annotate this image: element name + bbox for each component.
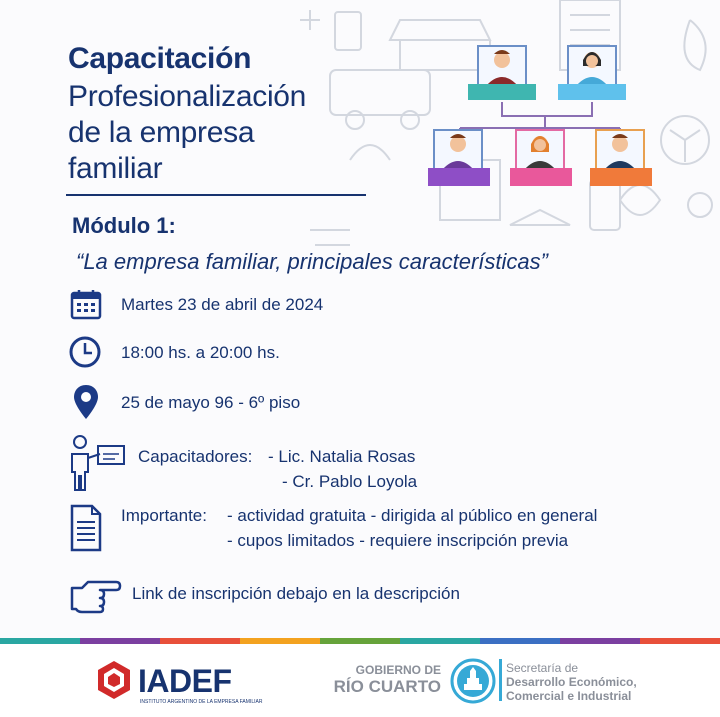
important-label: Importante: <box>121 506 207 525</box>
secretaria-line-2: Desarrollo Económico, <box>506 675 637 689</box>
presenter-icon <box>68 434 128 494</box>
iadef-logo-icon <box>96 660 132 700</box>
location-pin-icon <box>72 383 100 421</box>
pointing-hand-icon <box>68 574 122 614</box>
title-line-4: familiar <box>68 152 163 185</box>
org-chart-illustration <box>420 40 660 195</box>
footer <box>0 644 720 717</box>
important-line-2: - cupos limitados - requiere inscripción previa <box>227 531 569 550</box>
trainer-2: - Cr. Pablo Loyola <box>282 472 418 491</box>
gov-line-1: GOBIERNO DE <box>355 663 441 677</box>
module-subtitle: “La empresa familiar, principales características” <box>76 249 548 274</box>
secretaria-line-1: Secretaría de <box>506 661 579 675</box>
important-line-1: - actividad gratuita - dirigida al público en general <box>227 506 598 525</box>
iadef-subtitle: INSTITUTO ARGENTINO DE LA EMPRESA FAMILIAR <box>140 699 263 705</box>
clock-icon <box>68 335 102 369</box>
title-line-3: de la empresa <box>68 116 255 149</box>
rio-cuarto-emblem-icon <box>450 658 496 704</box>
title-line-1: Capacitación <box>68 42 252 75</box>
event-location: 25 de mayo 96 - 6º piso <box>121 393 301 412</box>
secretaria-line-3: Comercial e Industrial <box>506 689 632 703</box>
module-label: Módulo 1: <box>72 213 176 238</box>
event-date: Martes 23 de abril de 2024 <box>121 295 324 314</box>
document-icon <box>70 504 102 552</box>
footer-divider <box>499 659 502 701</box>
gov-line-2: RÍO CUARTO <box>333 677 441 696</box>
trainers-label: Capacitadores: <box>138 447 253 466</box>
calendar-icon <box>70 288 102 320</box>
event-time: 18:00 hs. a 20:00 hs. <box>121 343 280 362</box>
title-divider <box>66 194 366 196</box>
iadef-name: IADEF <box>138 663 232 699</box>
title-line-2: Profesionalización <box>68 80 307 113</box>
trainer-1: - Lic. Natalia Rosas <box>268 447 416 466</box>
registration-link-note: Link de inscripción debajo en la descripción <box>132 584 460 603</box>
